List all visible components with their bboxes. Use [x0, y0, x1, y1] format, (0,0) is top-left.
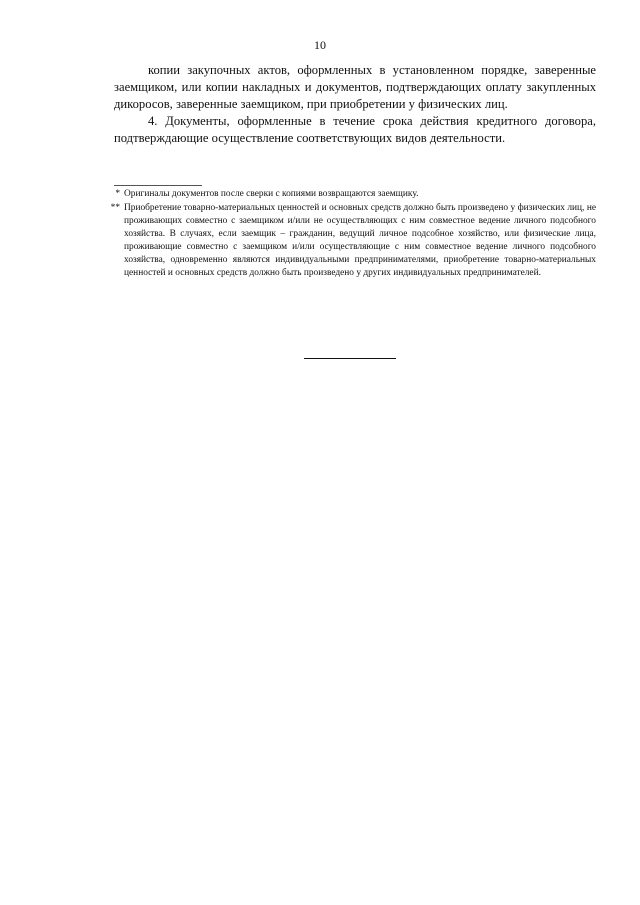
footnote-marker: *: [115, 189, 120, 199]
end-of-document-rule: [304, 358, 396, 359]
paragraph-purchase-acts: копии закупочных актов, оформленных в установленном порядке, заверенные заемщиком, или копии накладных и документов, подтверждающих оплату закупленных дикоросов, заверенные заемщиком, при приобретении у физических лиц.: [114, 63, 596, 111]
footnote-text: Оригиналы документов после сверки с копиями возвращаются заемщику.: [124, 189, 419, 199]
page-number: 10: [314, 38, 326, 52]
footnote-1: [108, 188, 596, 201]
paragraph-item-4: 4. Документы, оформленные в течение срока действия кредитного договора, подтверждающие осуществление соответствующих видов деятельности.: [114, 114, 596, 145]
footnotes: [108, 188, 596, 281]
footnote-separator: [114, 185, 202, 186]
main-text: [114, 62, 596, 147]
footnote-2: [108, 202, 596, 280]
footnote-text: Приобретение товарно-материальных ценностей и основных средств должно быть произведено у физических лиц, не проживающих совместно с заемщиком и/или не осуществляющих с ним совместное ведение личного подсобного хозяйства. В случаях, если заемщик – гражданин, ведущий личное подсобное хозяйство, или физические лица, проживающие совместно с заемщиком и/или осуществляющие с ним совместное ведение личного подсобного хозяйства, одновременно являются индивидуальными предпринимателями, приобретение товарно-материальных ценностей и основных средств должно быть произведено у других индивидуальных предпринимателей.: [124, 203, 596, 278]
footnote-marker: **: [110, 203, 120, 213]
